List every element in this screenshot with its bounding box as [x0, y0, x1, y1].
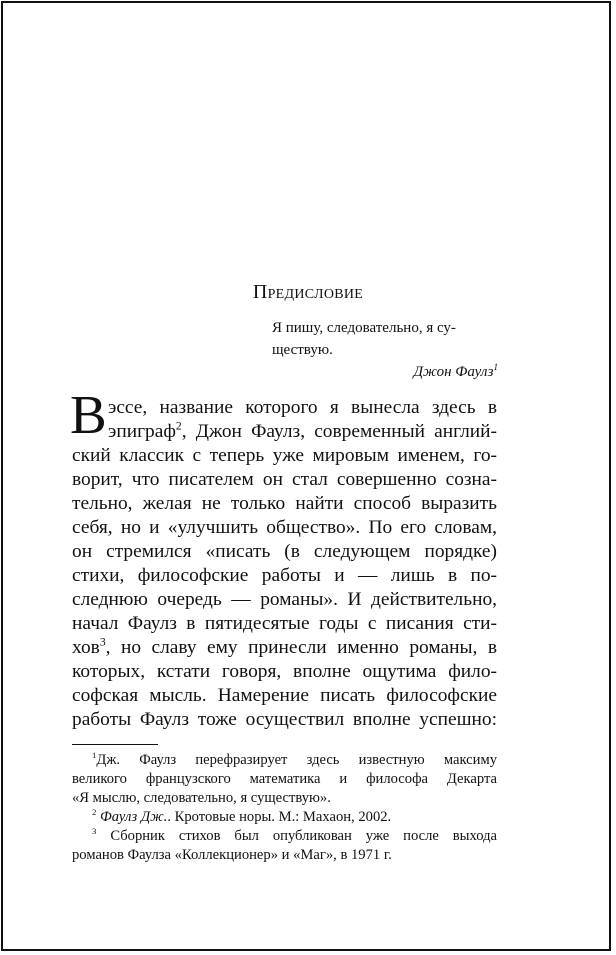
footnote-ref: 1 [493, 362, 498, 372]
body-line: ский классик с теперь уже мировым именем, го- [72, 445, 497, 466]
body-line: начал Фаулз в пятидесятые годы с писания сти- [72, 613, 497, 634]
footnote-line: великого французского математика и философа Декарта [72, 771, 497, 787]
body-line: себя, но и «улучшить общество». По его словам, [72, 517, 497, 538]
footnote-1 [92, 751, 497, 770]
body-text: хов [72, 637, 100, 658]
body-text: , Джон Фаулз, современный англий- [181, 421, 497, 442]
body-line: стихи, философские работы и — лишь в по- [72, 565, 497, 586]
footnote-mark: 3 [92, 827, 97, 837]
footnote-author: Фаулз Дж. [100, 809, 168, 825]
body-line: работы Фаулз тоже осуществил вполне успешно: [72, 709, 497, 730]
footnote-ref: 3 [99, 636, 106, 649]
footnote-mark: 1 [92, 751, 97, 761]
footnote-line: романов Фаулза «Коллекционер» и «Маг», в 1971 г. [72, 847, 392, 863]
body-text: эпиграф [108, 421, 176, 442]
body-text: , но славу ему принесли именно романы, в [105, 637, 497, 658]
body-line: следнюю очередь — романы». И действительно, [72, 589, 497, 610]
footnote-text: Сборник стихов был опубликован уже после выхода [110, 828, 497, 844]
epigraph-author-name: Джон Фаулз [413, 364, 494, 380]
drop-cap: В [70, 384, 107, 445]
footnote-2 [92, 808, 497, 827]
footnote-rule [72, 744, 158, 745]
body-line [108, 420, 497, 444]
footnote-text: . Кротовые норы. М.: Махаон, 2002. [167, 809, 392, 825]
epigraph-line: ществую. [272, 342, 333, 358]
body-line: которых, кстати говоря, вполне ощутима фило- [72, 661, 497, 682]
body-line [72, 636, 497, 660]
body-line: ворит, что писателем он стал совершенно созна- [72, 469, 497, 490]
footnote-line: «Я мыслю, следовательно, я существую». [72, 790, 331, 806]
epigraph-author [413, 364, 498, 381]
body-line: он стремился «писать (в следующем порядке) [72, 541, 497, 562]
body-line: эссе, название которого я вынесла здесь в [108, 397, 497, 418]
footnote-ref: 2 [175, 420, 182, 433]
footnote-text: Дж. Фаулз перефразирует здесь известную максиму [96, 752, 497, 768]
chapter-heading: Предисловие [252, 281, 364, 303]
epigraph-line: Я пишу, следовательно, я су- [272, 320, 456, 336]
body-line: тельно, желая не только найти способ выразить [72, 493, 497, 514]
footnote-mark: 2 [92, 808, 97, 818]
footnote-3 [92, 827, 497, 846]
body-line: софская мысль. Намерение писать философские [72, 685, 497, 706]
